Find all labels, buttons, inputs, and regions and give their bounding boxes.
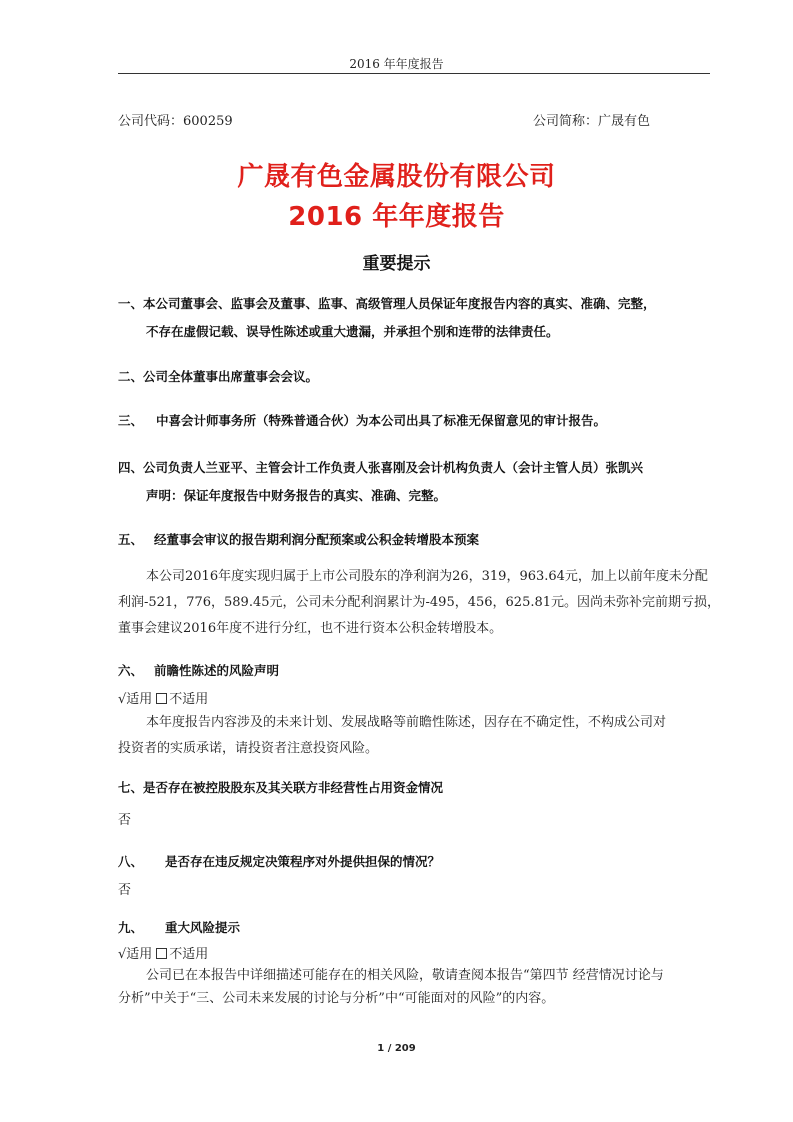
- company-title: 广晟有色金属股份有限公司: [237, 162, 556, 192]
- section-8-heading: [118, 852, 440, 870]
- section-6-paragraph-line-2: 投资者的实质承诺，请投资者注意投资风险。: [118, 741, 379, 756]
- section-text: 经董事会审议的报告期利润分配预案或公积金转增股本预案: [154, 532, 480, 547]
- section-1-continuation: 不存在虚假记载、误导性陈述或重大遗漏，并承担个别和连带的法律责任。: [146, 324, 559, 339]
- checkbox-icon: [156, 948, 167, 959]
- not-applicable-option: 不适用: [169, 692, 209, 707]
- section-9-heading: [118, 918, 240, 936]
- checkbox-icon: [156, 693, 167, 704]
- section-9-paragraph-line-2: 分析”中关于“三、公司未来发展的讨论与分析”中“可能面对的风险”的内容。: [118, 991, 555, 1006]
- section-7-answer: 否: [118, 813, 132, 828]
- section-4: [118, 458, 643, 476]
- section-number: 八、: [118, 854, 144, 869]
- section-5-paragraph-line-1: 本公司2016年度实现归属于上市公司股东的净利润为26，319，963.64元，加上以前年度未分配: [146, 569, 708, 584]
- section-1: [118, 294, 656, 312]
- section-number: 六、: [118, 663, 144, 678]
- section-3: [118, 411, 606, 429]
- section-number: 三、: [118, 413, 144, 428]
- section-text: 重大风险提示: [165, 920, 241, 935]
- header-divider: [118, 73, 710, 74]
- section-number: 五、: [118, 532, 144, 547]
- section-2: [118, 367, 318, 385]
- section-5-paragraph-line-3: 董事会建议2016年度不进行分红，也不进行资本公积金转增股本。: [118, 621, 503, 636]
- section-4-continuation: 声明：保证年度报告中财务报告的真实、准确、完整。: [146, 488, 447, 503]
- report-title: 2016 年年度报告: [288, 202, 505, 232]
- section-9-applicability: [118, 943, 208, 962]
- page-number: 1 / 209: [377, 1043, 416, 1054]
- section-number: 九、: [118, 920, 144, 935]
- not-applicable-option: 不适用: [169, 947, 209, 962]
- applicable-option: √适用: [118, 947, 153, 962]
- section-number: 一、: [118, 296, 144, 311]
- section-8-answer: 否: [118, 883, 132, 898]
- section-6-heading: [118, 661, 279, 679]
- section-9-paragraph-line-1: 公司已在本报告中详细描述可能存在的相关风险，敬请查阅本报告“第四节 经营情况讨论与: [146, 968, 664, 983]
- section-text: 是否存在违反规定决策程序对外提供担保的情况？: [165, 854, 441, 869]
- section-text: 是否存在被控股股东及其关联方非经营性占用资金情况: [143, 780, 444, 795]
- section-number: 四、: [118, 460, 144, 475]
- section-5-paragraph-line-2: 利润-521，776，589.45元，公司未分配利润累计为-495，456，625.81元。因尚未弥补完前期亏损，: [118, 595, 721, 610]
- section-text: 前瞻性陈述的风险声明: [154, 663, 280, 678]
- running-header: 2016 年年度报告: [349, 57, 444, 71]
- section-text: 公司全体董事出席董事会会议。: [143, 369, 319, 384]
- applicable-option: √适用: [118, 692, 153, 707]
- section-5-heading: [118, 530, 479, 548]
- section-number: 二、: [118, 369, 144, 384]
- section-6-applicability: [118, 688, 208, 707]
- section-number: 七、: [118, 780, 144, 795]
- company-abbreviation: 公司简称：广晟有色: [533, 114, 651, 129]
- company-code: 公司代码：600259: [118, 114, 233, 129]
- section-text: 本公司董事会、监事会及董事、监事、高级管理人员保证年度报告内容的真实、准确、完整，: [143, 296, 656, 311]
- section-7-heading: [118, 778, 443, 796]
- important-notice-heading: 重要提示: [362, 254, 431, 274]
- section-text: 公司负责人兰亚平、主管会计工作负责人张喜刚及会计机构负责人（会计主管人员）张凯兴: [143, 460, 644, 475]
- section-6-paragraph-line-1: 本年度报告内容涉及的未来计划、发展战略等前瞻性陈述，因存在不确定性，不构成公司对: [146, 715, 667, 730]
- section-text: 中喜会计师事务所（特殊普通合伙）为本公司出具了标准无保留意见的审计报告。: [156, 413, 607, 428]
